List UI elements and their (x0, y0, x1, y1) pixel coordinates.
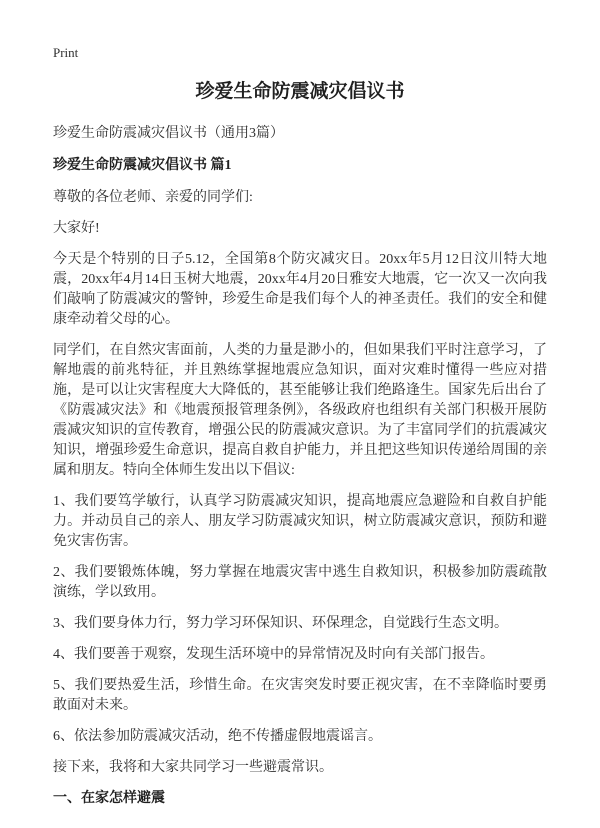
article-heading: 一、在家怎样避震 (53, 791, 165, 806)
article-paragraph: 尊敬的各位老师、亲爱的同学们: (53, 190, 253, 205)
article-body (53, 188, 547, 809)
article-subtitle: 珍爱生命防震减灾倡议书（通用3篇） (53, 126, 284, 141)
article-paragraph: 大家好! (53, 221, 100, 236)
article-paragraph: 接下来，我将和大家共同学习一些避震常识。 (53, 760, 333, 775)
print-link[interactable]: Print (53, 45, 79, 60)
article-paragraph: 2、我们要锻炼体魄，努力掌握在地震灾害中逃生自救知识，积极参加防震疏散演练，学以致用。 (53, 565, 547, 600)
article-paragraph: 1、我们要笃学敏行，认真学习防震减灾知识，提高地震应急避险和自救自护能力。并动员自己的亲人、朋友学习防震减灾知识，树立防震减灾意识，预防和避免灾害伤害。 (53, 494, 547, 549)
article-paragraph: 4、我们要善于观察，发现生活环境中的异常情况及时向有关部门报告。 (53, 647, 494, 662)
article-paragraph: 6、依法参加防震减灾活动，绝不传播虚假地震谣言。 (53, 729, 382, 744)
section-heading: 珍爱生命防震减灾倡议书 篇1 (53, 158, 232, 173)
page-title: 珍爱生命防震减灾倡议书 (195, 81, 405, 102)
article-paragraph: 5、我们要热爱生活，珍惜生命。在灾害突发时要正视灾害，在不幸降临时要勇敢面对未来。 (53, 678, 547, 713)
article-paragraph: 3、我们要身体力行，努力学习环保知识、环保理念，自觉践行生态文明。 (53, 616, 508, 631)
article-paragraph: 同学们，在自然灾害面前，人类的力量是渺小的，但如果我们平时注意学习，了解地震的前兆特征，并且熟练掌握地震应急知识，面对灾难时懂得一些应对措施，是可以让灾害程度大大降低的，甚至能够让我们绝路逢生。国家先后出台了《防震减灾法》和《地震预报管理条例》，各级政府也组织有关部门积极开展防震减灾知识的宣传教育，增强公民的防震减灾意识。为了丰富同学们的抗震减灾知识，增强珍爱生命意识，提高自救自护能力，并且把这些知识传递给周围的亲属和朋友。特向全体师生发出以下倡议: (53, 343, 547, 478)
article-paragraph: 今天是个特别的日子5.12，全国第8个防灾减灾日。20xx年5月12日汶川特大地震，20xx年4月14日玉树大地震，20xx年4月20日雅安大地震，它一次又一次向我们敲响了防震减灾的警钟，珍爱生命是我们每个人的神圣责任。我们的安全和健康牵动着父母的心。 (53, 252, 547, 327)
